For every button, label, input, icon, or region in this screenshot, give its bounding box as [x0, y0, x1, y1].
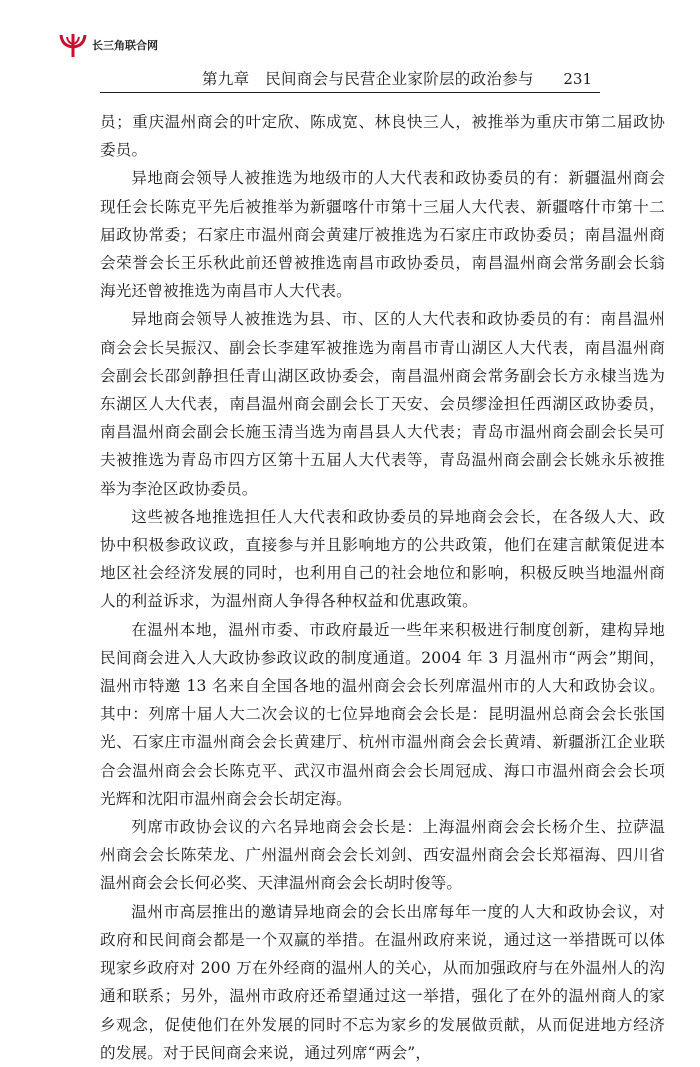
site-logo: [58, 32, 158, 58]
logo-text: 长三角联合网: [92, 39, 158, 52]
paragraph-4: 这些被各地推选担任人大代表和政协委员的异地商会会长，在各级人大、政协中积极参政议政，直接参与并且影响地方的公共政策，他们在建言献策促进本地区社会经济发展的同时，也利用自己的社会地位和影响，积极反映当地温州商人的利益诉求，为温州商人争得各种权益和优惠政策。: [100, 507, 665, 611]
paragraph-1: 员；重庆温州商会的叶定欣、陈成宽、林良快三人，被推举为重庆市第二届政协委员。: [100, 113, 665, 160]
page-header: [100, 68, 600, 93]
paragraph-7: 温州市高层推出的邀请异地商会的会长出席每年一度的人大和政协会议，对政府和民间商会都是一个双赢的举措。在温州政府来说，通过这一举措既可以体现家乡政府对 200 万在外经商的温州人的关心，从而加强政府与在外温州人的沟通和联系；另外，温州市政府还希望通过这一举措，强化了在外的温州商人的家乡观念，促使他们在外发展的同时不忘为家乡的发展做贡献，从而促进地方经济的发展。对于民间商会来说，通过列席“两会”，: [100, 902, 665, 1062]
paragraph-3: 异地商会领导人被推选为县、市、区的人大代表和政协委员的有：南昌温州商会会长吴振汉、副会长李建军被推选为南昌市青山湖区人大代表，南昌温州商会副会长邵剑静担任青山湖区政协委会，南昌温州商会常务副会长方永棣当选为东湖区人大代表，南昌温州商会副会长丁天安、会员缪淦担任西湖区政协委员，南昌温州商会副会长施玉清当选为南昌县人大代表；青岛市温州商会副会长吴可夫被推选为青岛市四方区第十五届人大代表等，青岛温州商会副会长姚永乐被推举为李沧区政协委员。: [100, 310, 665, 498]
paragraph-2: 异地商会领导人被推选为地级市的人大代表和政协委员的有：新疆温州商会现任会长陈克平先后被推举为新疆喀什市第十三届人大代表、新疆喀什市第十二届政协常委；石家庄市温州商会黄建厅被推选为石家庄市政协委员；南昌温州商会荣誉会长王乐秋此前还曾被推选南昌市政协委员，南昌温州商会常务副会长翁海光还曾被推选为南昌市人大代表。: [100, 169, 665, 301]
running-title: 第九章 民间商会与民营企业家阶层的政治参与: [202, 70, 534, 88]
trident-logo-icon: [58, 32, 88, 58]
paragraph-5: 在温州本地，温州市委、市政府最近一些年来积极进行制度创新，建构异地民间商会进入人大政协参政议政的制度通道。2004 年 3 月温州市“两会”期间，温州市特邀 13 名来自全国各地的温州商会会长列席温州市的人大和政协会议。其中：列席十届人大二次会议的七位异地商会会长是：昆明温州总商会会长张国光、石家庄市温州商会会长黄建厅、杭州市温州商会会长黄靖、新疆浙江企业联合会温州商会会长陈克平、武汉市温州商会会长周冠成、海口市温州商会会长项光辉和沈阳市温州商会会长胡定海。: [100, 620, 665, 808]
paragraph-6: 列席市政协会议的六名异地商会会长是：上海温州商会会长杨介生、拉萨温州商会会长陈荣龙、广州温州商会会长刘剑、西安温州商会会长郑福海、四川省温州商会会长何必奖、天津温州商会会长胡时俊等。: [100, 818, 665, 893]
page-number: 231: [563, 70, 592, 88]
page-body: [100, 108, 665, 1067]
